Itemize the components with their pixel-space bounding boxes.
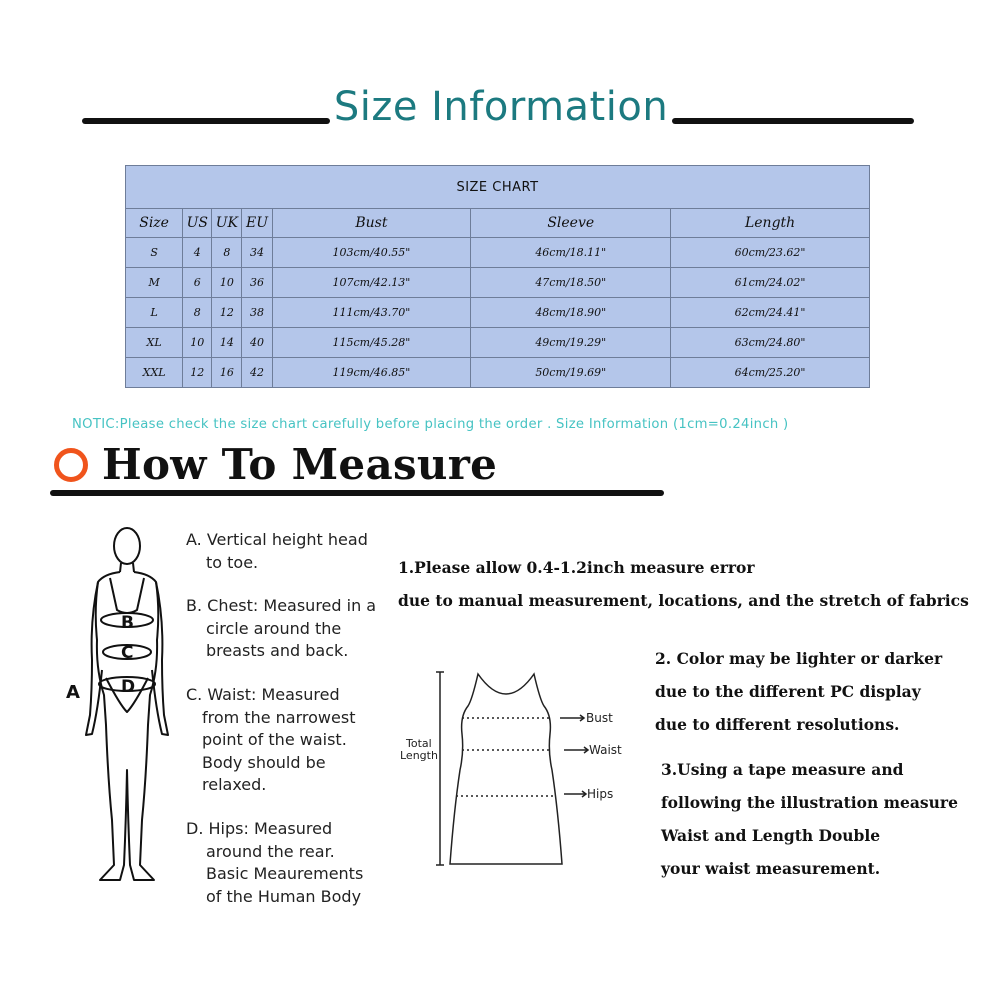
table-cell: 42 <box>242 358 272 388</box>
dress-measurement-figure <box>398 660 628 870</box>
table-cell: 107cm/42.13" <box>272 268 471 298</box>
note-3-line-2: following the illustration measure <box>661 793 958 812</box>
definition-line: breasts and back. <box>206 641 349 660</box>
table-cell: 12 <box>183 358 212 388</box>
table-caption: SIZE CHART <box>126 166 870 209</box>
note-1-line-1: 1.Please allow 0.4-1.2inch measure error <box>398 558 755 577</box>
column-header: Size <box>126 209 183 238</box>
definition-line: Basic Meaurements <box>206 864 364 883</box>
page-title: Size Information <box>333 84 669 130</box>
label-b: B <box>121 613 134 633</box>
definition-line: B. Chest: Measured in a <box>186 596 377 615</box>
table-cell: S <box>126 238 183 268</box>
note-3-line-4: your waist measurement. <box>661 859 881 878</box>
title-divider-left <box>82 118 330 124</box>
hips-label: Hips <box>587 787 614 801</box>
definition-a <box>186 529 368 574</box>
definition-line: around the rear. <box>206 841 335 861</box>
table-cell: 38 <box>242 298 272 328</box>
table-cell: 4 <box>183 238 212 268</box>
body-top-lines <box>110 578 144 613</box>
bullet-ring-icon <box>54 448 88 482</box>
bust-label: Bust <box>586 711 613 725</box>
table-cell: XL <box>126 328 183 358</box>
dress-outline <box>450 674 562 864</box>
table-cell: 63cm/24.80" <box>671 328 870 358</box>
column-header: Length <box>671 209 870 238</box>
note-2-line-2: due to the different PC display <box>655 682 921 701</box>
definition-c <box>186 684 355 797</box>
definition-line: point of the waist. <box>202 730 347 749</box>
how-to-measure-title: How To Measure <box>102 440 498 489</box>
hips-arrow-icon <box>564 791 586 797</box>
table-cell: 16 <box>212 358 242 388</box>
column-header: UK <box>212 209 242 238</box>
table-header-row <box>126 209 870 238</box>
definition-line: Body should be <box>202 752 326 772</box>
table-cell: 60cm/23.62" <box>671 238 870 268</box>
table-cell: XXL <box>126 358 183 388</box>
table-cell: 10 <box>183 328 212 358</box>
size-notice: NOTIC:Please check the size chart carefully before placing the order . Size Information (1cm=0.24inch ) <box>72 417 789 432</box>
label-a: A <box>66 682 80 703</box>
column-header: Sleeve <box>471 209 671 238</box>
table-cell: 115cm/45.28" <box>272 328 471 358</box>
definition-line: D. Hips: Measured <box>186 819 333 838</box>
table-cell: 49cm/19.29" <box>471 328 671 358</box>
table-cell: 48cm/18.90" <box>471 298 671 328</box>
table-cell: 50cm/19.69" <box>471 358 671 388</box>
table-cell: 103cm/40.55" <box>272 238 471 268</box>
table-cell: 40 <box>242 328 272 358</box>
table-cell: 61cm/24.02" <box>671 268 870 298</box>
title-divider-right <box>672 118 914 124</box>
body-head <box>114 528 140 564</box>
definition-line: C. Waist: Measured <box>186 685 340 704</box>
how-to-measure-divider <box>50 490 664 496</box>
note-2-line-1: 2. Color may be lighter or darker <box>655 649 943 668</box>
table-cell: M <box>126 268 183 298</box>
table-cell: 47cm/18.50" <box>471 268 671 298</box>
definition-d <box>186 818 363 908</box>
definition-line: A. Vertical height head <box>186 530 368 549</box>
column-header: Bust <box>272 209 471 238</box>
table-cell: 12 <box>212 298 242 328</box>
definition-line: circle around the <box>206 618 342 638</box>
column-header: US <box>183 209 212 238</box>
label-c: C <box>121 643 134 663</box>
table-cell: 34 <box>242 238 272 268</box>
bust-arrow-icon <box>560 715 584 721</box>
table-cell: 6 <box>183 268 212 298</box>
note-3-line-3: Waist and Length Double <box>661 826 881 845</box>
table-row <box>126 358 870 388</box>
note-2-line-3: due to different resolutions. <box>655 715 900 734</box>
label-d: D <box>121 677 136 697</box>
table-cell: L <box>126 298 183 328</box>
table-cell: 119cm/46.85" <box>272 358 471 388</box>
note-1-line-2: due to manual measurement, locations, and the stretch of fabrics <box>398 591 969 610</box>
waist-label: Waist <box>589 743 622 757</box>
size-information-heading <box>0 80 1000 150</box>
definition-line: relaxed. <box>202 775 267 794</box>
definition-b <box>186 595 376 663</box>
table-row <box>126 238 870 268</box>
table-row <box>126 268 870 298</box>
body-arm-left <box>86 582 102 735</box>
note-3-line-1: 3.Using a tape measure and <box>661 760 904 779</box>
definition-line: of the Human Body <box>206 886 362 906</box>
column-header: EU <box>242 209 272 238</box>
table-cell: 8 <box>183 298 212 328</box>
waist-arrow-icon <box>564 747 588 753</box>
table-cell: 8 <box>212 238 242 268</box>
table-row <box>126 298 870 328</box>
table-cell: 111cm/43.70" <box>272 298 471 328</box>
table-cell: 62cm/24.41" <box>671 298 870 328</box>
table-cell: 36 <box>242 268 272 298</box>
table-caption-row <box>126 166 870 209</box>
body-arm-right <box>152 582 168 735</box>
table-row <box>126 328 870 358</box>
table-cell: 46cm/18.11" <box>471 238 671 268</box>
table-cell: 10 <box>212 268 242 298</box>
table-cell: 64cm/25.20" <box>671 358 870 388</box>
table-cell: 14 <box>212 328 242 358</box>
total-length-label-1: Total <box>406 737 432 750</box>
definition-line: from the narrowest <box>202 707 356 727</box>
total-length-bracket <box>436 672 444 865</box>
size-chart-table <box>125 165 870 388</box>
total-length-label-2: Length <box>400 749 438 762</box>
definition-line: to toe. <box>206 552 259 572</box>
body-measurement-figure <box>66 520 190 890</box>
